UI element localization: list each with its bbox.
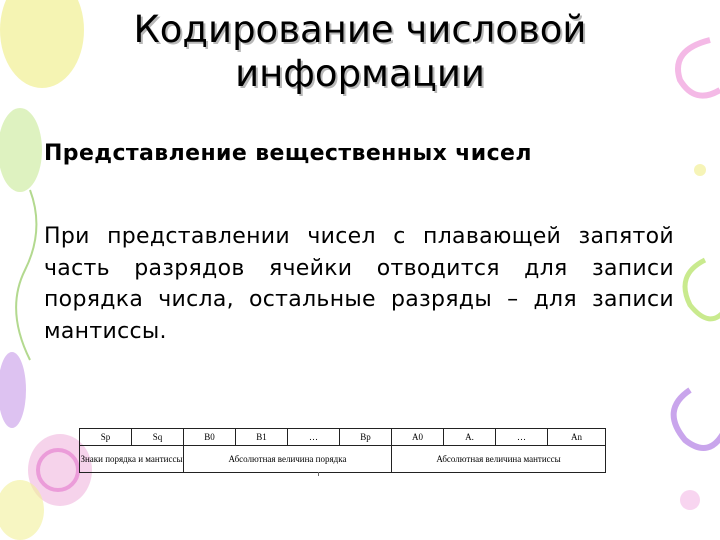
balloon-green bbox=[0, 108, 42, 192]
table-cell: A. bbox=[444, 429, 496, 446]
table-cell: Sq bbox=[132, 429, 184, 446]
body-paragraph: При представлении чисел с плавающей запятой часть разрядов ячейки отводится для записи порядка числа, остальные разряды – для записи мантиссы. bbox=[44, 224, 674, 344]
section-heading: Представление вещественных чисел bbox=[44, 141, 532, 166]
balloon-string bbox=[16, 190, 36, 360]
tick-mark bbox=[318, 472, 319, 476]
table-cell-mantissa: Абсолютная величина мантиссы bbox=[392, 446, 606, 473]
table-cell: Bp bbox=[340, 429, 392, 446]
table-row bbox=[80, 446, 606, 473]
table-cell: Sp bbox=[80, 429, 132, 446]
table-cell: B1 bbox=[236, 429, 288, 446]
swirl-purple bbox=[674, 390, 720, 448]
table-cell: B0 bbox=[184, 429, 236, 446]
table-cell-signs: Знаки порядка и мантиссы bbox=[80, 446, 184, 473]
slide-title: Кодирование числовой информации bbox=[133, 8, 587, 95]
table-cell: A0 bbox=[392, 429, 444, 446]
table-cell-exponent: Абсолютная величина порядка bbox=[184, 446, 392, 473]
bit-layout-table bbox=[79, 428, 606, 473]
table-cell: … bbox=[496, 429, 548, 446]
swirl-green bbox=[685, 260, 720, 319]
balloon-purple bbox=[0, 352, 26, 428]
table-cell: … bbox=[288, 429, 340, 446]
swirl-pink bbox=[678, 40, 720, 96]
table-cell: An bbox=[548, 429, 606, 446]
table-row bbox=[80, 429, 606, 446]
